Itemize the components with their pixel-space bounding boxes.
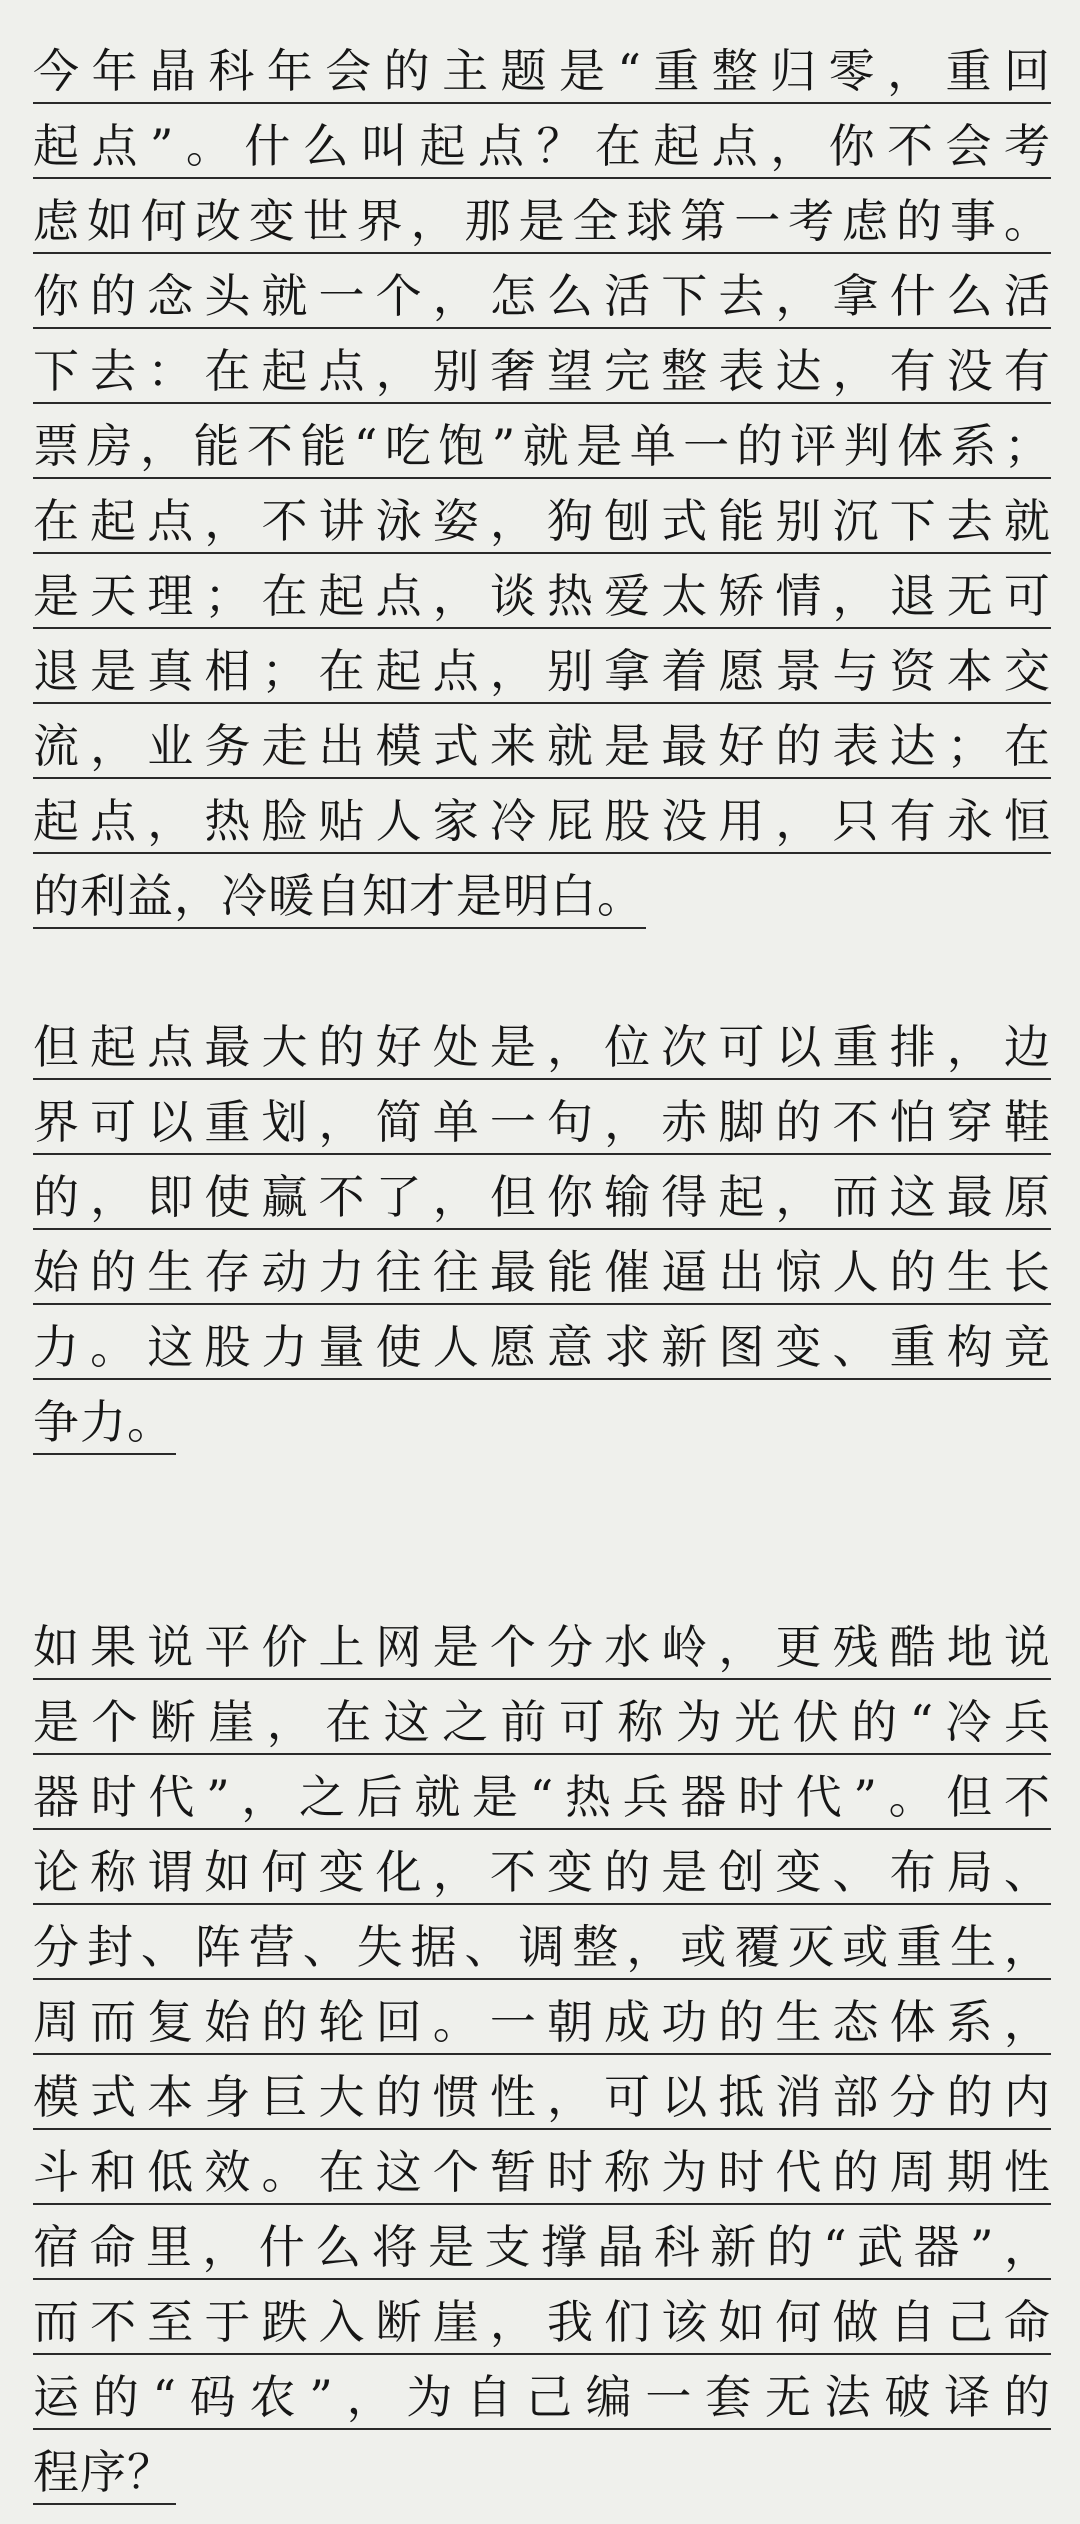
text-line: [33, 1391, 1051, 1466]
paragraph-1: [33, 40, 1051, 940]
text-line: [33, 1091, 1051, 1166]
line-text: 始 的 生 存 动 力 往 往 最 能 催 逼 出 惊 人 的 生 长: [33, 1241, 1051, 1305]
line-text: 周 而 复 始 的 轮 回 。 一 朝 成 功 的 生 态 体 系 ，: [33, 1991, 1051, 2055]
line-text: 分 封 、 阵 营 、 失 据 、 调 整 ， 或 覆 灭 或 重 生 ，: [33, 1916, 1051, 1980]
line-text: 宿 命 里 ， 什 么 将 是 支 撑 晶 科 新 的 “ 武 器 ” ，: [33, 2216, 1051, 2280]
text-line: [33, 415, 1051, 490]
line-text: 流 ， 业 务 走 出 模 式 来 就 是 最 好 的 表 达 ； 在: [33, 715, 1051, 779]
paragraph-2: [33, 1016, 1051, 1466]
line-text: 是 天 理 ； 在 起 点 ， 谈 热 爱 太 矫 情 ， 退 无 可: [33, 565, 1051, 629]
paragraph-3: [33, 1616, 1051, 2516]
text-line: [33, 2441, 1051, 2516]
text-line: [33, 2216, 1051, 2291]
text-line: [33, 490, 1051, 565]
text-line: [33, 1016, 1051, 1091]
text-line: [33, 1166, 1051, 1241]
text-line: [33, 115, 1051, 190]
line-text: 程序？: [33, 2441, 176, 2505]
text-line: [33, 340, 1051, 415]
line-text: 在 起 点 ， 不 讲 泳 姿 ， 狗 刨 式 能 别 沉 下 去 就: [33, 490, 1051, 554]
line-text: 力 。 这 股 力 量 使 人 愿 意 求 新 图 变 、 重 构 竞: [33, 1316, 1051, 1380]
line-text: 票 房 ， 能 不 能 “ 吃 饱 ” 就 是 单 一 的 评 判 体 系 ；: [33, 415, 1051, 479]
line-text: 但 起 点 最 大 的 好 处 是 ， 位 次 可 以 重 排 ， 边: [33, 1016, 1051, 1080]
text-line: [33, 1691, 1051, 1766]
text-line: [33, 40, 1051, 115]
line-text: 你 的 念 头 就 一 个 ， 怎 么 活 下 去 ， 拿 什 么 活: [33, 265, 1051, 329]
text-line: [33, 1766, 1051, 1841]
text-line: [33, 1841, 1051, 1916]
text-line: [33, 565, 1051, 640]
line-text: 是 个 断 崖 ， 在 这 之 前 可 称 为 光 伏 的 “ 冷 兵: [33, 1691, 1051, 1755]
line-text: 如 果 说 平 价 上 网 是 个 分 水 岭 ， 更 残 酷 地 说: [33, 1616, 1051, 1680]
line-text: 界 可 以 重 划 ， 简 单 一 句 ， 赤 脚 的 不 怕 穿 鞋: [33, 1091, 1051, 1155]
text-line: [33, 2291, 1051, 2366]
text-line: [33, 2066, 1051, 2141]
line-text: 而 不 至 于 跌 入 断 崖 ， 我 们 该 如 何 做 自 己 命: [33, 2291, 1051, 2355]
line-text: 虑 如 何 改 变 世 界 ， 那 是 全 球 第 一 考 虑 的 事 。: [33, 190, 1051, 254]
line-text: 下 去 ： 在 起 点 ， 别 奢 望 完 整 表 达 ， 有 没 有: [33, 340, 1051, 404]
text-line: [33, 265, 1051, 340]
text-line: [33, 190, 1051, 265]
line-text: 器 时 代 ” ， 之 后 就 是 “ 热 兵 器 时 代 ” 。 但 不: [33, 1766, 1051, 1830]
line-text: 退 是 真 相 ； 在 起 点 ， 别 拿 着 愿 景 与 资 本 交: [33, 640, 1051, 704]
line-text: 论 称 谓 如 何 变 化 ， 不 变 的 是 创 变 、 布 局 、: [33, 1841, 1051, 1905]
line-text: 的 ， 即 使 赢 不 了 ， 但 你 输 得 起 ， 而 这 最 原: [33, 1166, 1051, 1230]
text-line: [33, 1241, 1051, 1316]
text-line: [33, 1616, 1051, 1691]
line-text: 起 点 ” 。 什 么 叫 起 点 ？ 在 起 点 ， 你 不 会 考: [33, 115, 1051, 179]
text-line: [33, 715, 1051, 790]
line-text: 的利益，冷暖自知才是明白。: [33, 865, 646, 929]
line-text: 运 的 “ 码 农 ” ， 为 自 己 编 一 套 无 法 破 译 的: [33, 2366, 1051, 2430]
line-text: 斗 和 低 效 。 在 这 个 暂 时 称 为 时 代 的 周 期 性: [33, 2141, 1051, 2205]
line-text: 模 式 本 身 巨 大 的 惯 性 ， 可 以 抵 消 部 分 的 内: [33, 2066, 1051, 2130]
text-line: [33, 1916, 1051, 1991]
line-text: 争力。: [33, 1391, 176, 1455]
text-line: [33, 790, 1051, 865]
text-line: [33, 2141, 1051, 2216]
text-line: [33, 1316, 1051, 1391]
text-line: [33, 2366, 1051, 2441]
text-line: [33, 1991, 1051, 2066]
text-line: [33, 865, 1051, 940]
line-text: 起 点 ， 热 脸 贴 人 家 冷 屁 股 没 用 ， 只 有 永 恒: [33, 790, 1051, 854]
text-line: [33, 640, 1051, 715]
line-text: 今 年 晶 科 年 会 的 主 题 是 “ 重 整 归 零 ， 重 回: [33, 40, 1051, 104]
